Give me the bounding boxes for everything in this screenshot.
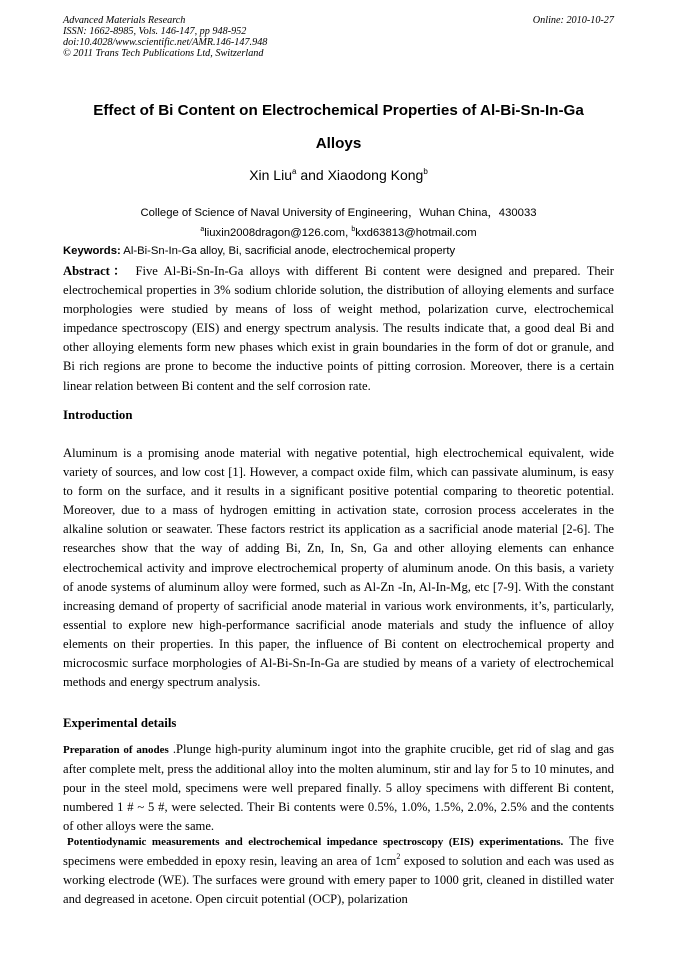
author-affil-mark: a <box>292 167 297 176</box>
keywords-label: Keywords: <box>63 245 121 257</box>
email-mark: a <box>200 226 205 233</box>
title-line-2: Alloys <box>315 135 362 152</box>
email-mark: b <box>351 226 356 233</box>
eis-text-b: exposed to solution and each was used as working electrode (WE). The surfaces were ground with emery paper to 1000 grit, cleaned in distilled water and degreased in acetone. Open circuit potential (OCP), polarization <box>63 854 615 907</box>
abstract-text: Five Al-Bi-Sn-In-Ga alloys with different Bi content were designed and prepared. Their electrochemical properties in 3% sodium chloride solution, the distribution of alloying elements and surface morphologies were studied by means of loss of weight method, polarization curve, electrochemical impedance spectroscopy (EIS) and energy spectrum analysis. The results indicate that, a good deal Bi and other alloying elements form new phases which exist in grain boundaries in the form of dot or granule, and Bi rich regions are prone to become the inductive points of pitting corrosion. Moreover, there is a certain linear relation between Bi content and the self corrosion rate. <box>63 264 614 393</box>
journal-header <box>63 15 267 59</box>
author-name: Xin Liu <box>249 167 292 183</box>
abstract <box>63 262 614 396</box>
author-name: Xiaodong Kong <box>327 167 424 183</box>
eis-paragraph <box>63 832 614 909</box>
keywords-text: Al-Bi-Sn-In-Ga alloy, Bi, sacrificial anode, electrochemical property <box>120 245 456 257</box>
journal-name: Advanced Materials Research <box>63 15 186 26</box>
eis-text-a: The five specimens were embedded in epoxy resin, leaving an area of 1cm <box>63 834 615 869</box>
doi-line: doi:10.4028/www.scientific.net/AMR.146-147.948 <box>63 37 268 48</box>
paper-title <box>63 94 614 160</box>
eis-label: Potentiodynamic measurements and electrochemical impedance spectroscopy (EIS) experimentations. <box>67 836 564 848</box>
author-emails <box>63 226 614 239</box>
section-heading-introduction: Introduction <box>63 408 133 422</box>
abstract-label: Abstract： <box>63 264 130 278</box>
preparation-paragraph <box>63 740 614 836</box>
online-date: Online: 2010-10-27 <box>532 15 614 26</box>
email-link[interactable]: liuxin2008dragon@126.com <box>204 227 346 239</box>
author-affil-mark: b <box>423 167 428 176</box>
issn-line: ISSN: 1662-8985, Vols. 146-147, pp 948-952 <box>63 26 247 37</box>
copyright-line: © 2011 Trans Tech Publications Ltd, Switzerland <box>63 48 264 59</box>
keywords <box>63 245 455 257</box>
email-separator: , <box>345 227 352 239</box>
introduction-paragraph: Aluminum is a promising anode material with negative potential, high electrochemical equivalent, wide variety of sources, and low cost [1]. However, a compact oxide film, which can passivate aluminum, is easy to form on the surface, and it results in a significant positive potential comparing to theoretic potential. Moreover, due to a mass of hydrogen emitting in activation state, corrosion process accelerates in the alkaline solution or seawater. These factors restrict its application as a sacrificial anode material [2-6]. The researches show that the way of adding Bi, Zn, In, Sn, Ga and other alloying elements can enhance electrochemical activity and improve electrochemical property of aluminum anode. On this basis, a variety of anode systems of aluminum alloy were formed, such as Al-Zn -In, Al-In-Mg, etc [7-9]. With the constant increasing demand of property of sacrificial anode material in various work environments, it’s, particularly, essential to explore new high-performance sacrificial anode materials and study the influence of alloy elements on their properties. In this paper, the influence of Bi content on electrochemical property and microcosmic surface morphologies of Al-Bi-Sn-In-Ga are studied by means of a variety of electrochemical methods and energy spectrum analysis. <box>63 446 614 690</box>
section-heading-experimental: Experimental details <box>63 716 177 730</box>
title-line-1: Effect of Bi Content on Electrochemical Properties of Al-Bi-Sn-In-Ga <box>93 102 584 119</box>
author-joiner: and <box>296 167 328 183</box>
affiliation: College of Science of Naval University of Engineering，Wuhan China，430033 <box>140 207 537 219</box>
preparation-text: .Plunge high-purity aluminum ingot into the graphite crucible, get rid of slag and gas after complete melt, press the additional alloy into the molten aluminum, stir and lay for 5 to 10 minutes, and pour in the steel mold, specimens were well prepared finally. 5 alloy specimens with different Bi content, numbered 1 # ~ 5 #, were selected. Their Bi contents were 0.5%, 1.0%, 1.5%, 2.0%, 2.5% and the contents of other alloys were the same. <box>63 742 614 834</box>
preparation-label: Preparation of anodes <box>63 744 169 756</box>
author-list <box>63 167 614 183</box>
email-link[interactable]: kxd63813@hotmail.com <box>355 227 477 239</box>
eis-superscript: 2 <box>396 852 401 862</box>
